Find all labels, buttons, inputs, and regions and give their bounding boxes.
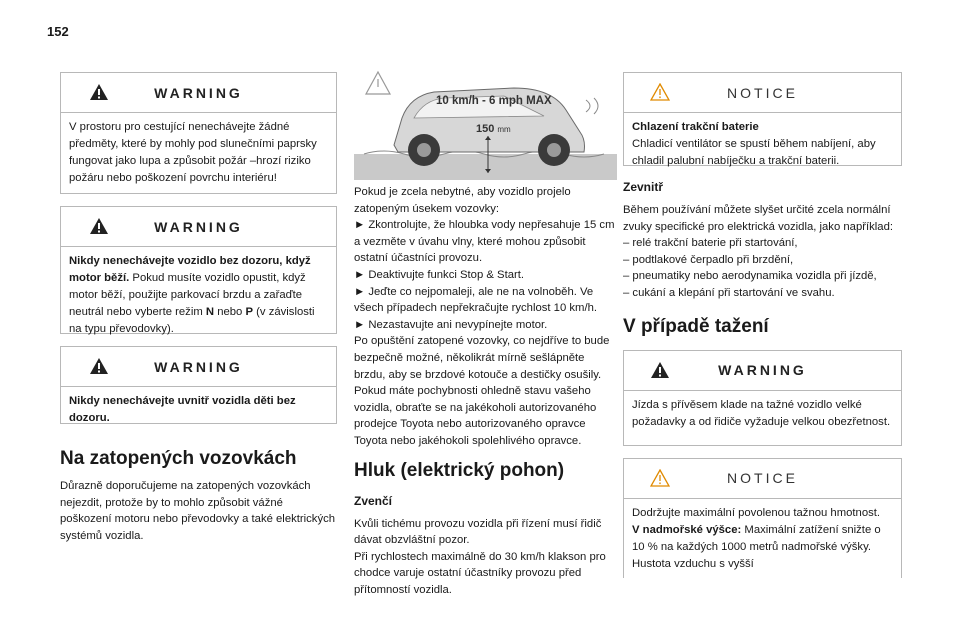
instruction-line: Pokud je zcela nebytné, aby vozidlo projelo zatopeným úsekem vozovky:: [354, 186, 571, 215]
list-item: – pneumatiky nebo aerodynamika vozidla při jízdě,: [623, 270, 877, 283]
instruction-line: ► Deaktivujte funkci Stop & Start.: [354, 268, 525, 281]
instruction-line: ► Zkontrolujte, že hloubka vody nepřesahuje 15 cm a vezměte v úvahu vlny, které mohou způsobit ostatní účastníci provozu.: [354, 219, 615, 265]
notice-text: Chladicí ventilátor se spustí během nabíjení, aby chladil palubní nabíječku a trakční baterii.: [632, 138, 876, 167]
speed-label: 10 km/h - 6 mph MAX: [436, 95, 552, 107]
body-text: Při rychlostech maximálně do 30 km/h klakson pro chodce varuje ostatní účastníky provozu před přítomností vozidla.: [354, 550, 606, 596]
warning-icon: [89, 357, 109, 375]
flooded-road-instructions: [354, 184, 617, 450]
warning-icon: [89, 83, 109, 101]
notice-box-2: [623, 458, 902, 578]
notice-title: NOTICE: [727, 84, 798, 101]
body-text: Kvůli tichému provozu vozidla při řízení musí řidič dávat obzvláštní pozor.: [354, 517, 602, 547]
list-item: – cukání a klepání při startování ve svahu.: [623, 286, 835, 299]
warning-text: Jízda s přívěsem klade na tažné vozidlo velké požadavky a od řidiče vyžaduje velkou obezřetnost.: [632, 398, 891, 428]
notice-bold: Chlazení trakční baterie: [632, 121, 759, 133]
section-heading: Na zatopených vozovkách: [60, 448, 297, 469]
notice-text: V nadmořské výšce: Maximální zatížení snižte o 10 % na každých 1000 metrů nadmořské výšky. Hustota vzduchu s vyšší: [632, 523, 881, 570]
warning-title: WARNING: [154, 358, 243, 375]
warning-box-4: [623, 350, 902, 446]
subheading: Zvenčí: [354, 493, 393, 508]
notice-header: [624, 459, 901, 499]
warning-icon: [650, 361, 670, 379]
instruction-line: Pokud máte pochybnosti ohledně stavu vašeho vozidla, obraťte se na jakékoholi autorizovaného prodejce Toyota nebo autorizovaného opravce Toyota nebo jakéhokoli spolehlivého opravce.: [354, 385, 597, 447]
subheading: Zevnitř: [623, 180, 664, 194]
depth-value: 150: [476, 123, 495, 135]
list-item: – podtlakové čerpadlo při brzdění,: [623, 253, 794, 266]
water-surface: [354, 154, 617, 180]
warning-icon: [89, 217, 109, 235]
warning-box-1: [60, 72, 337, 194]
column-1: [60, 72, 337, 544]
svg-text:150mm: [476, 123, 511, 135]
warning-box-3: [60, 346, 337, 424]
warning-box-2: [60, 206, 337, 334]
flooded-road-illustration: [354, 70, 617, 180]
warning-text: V prostoru pro cestující nenechávejte žádné předměty, které by mohly pod slunečními paprsky fungovat jako lupa a způsobit požár –hrozí riziko požáru nebo poškození povrchu interiéru!: [69, 121, 317, 184]
warning-text: Nikdy nenechávejte uvnitř vozidla děti bez dozoru.: [69, 395, 296, 424]
depth-unit: mm: [497, 125, 511, 134]
notice-box-1: [623, 72, 902, 166]
warning-header: [61, 73, 336, 113]
instruction-line: ► Jeďte co nejpomaleji, ale ne na volnoběh. Ve všech případech nepřekračujte rychlost 10 km/h.: [354, 285, 598, 315]
warning-header: [61, 207, 336, 247]
warning-header: [61, 347, 336, 387]
section-heading: Hluk (elektrický pohon): [354, 459, 565, 481]
instruction-line: ► Nezastavujte ani nevypínejte motor.: [354, 318, 548, 331]
notice-header: [624, 73, 901, 113]
warning-text: Nikdy nenechávejte vozidlo bez dozoru, když motor běží. Pokud musíte vozidlo opustit, když motor běží, použijte parkovací brzdu a zařaďte neutrál nebo vyberte režim N nebo P (v závislosti na typu převodovky).: [69, 255, 315, 335]
body-text: Během používání můžete slyšet určité zcela normální zvuky specifické pro elektrická vozidla, jako například:: [623, 204, 893, 233]
notice-title: NOTICE: [727, 470, 798, 487]
warning-header: [624, 351, 901, 391]
page-number: 152: [47, 24, 69, 39]
notice-icon: [650, 83, 670, 101]
body-text: Důrazně doporučujeme na zatopených vozovkách nejezdit, protože by to mohlo způsobit vážné poškození motoru nebo převodovky a také elektrických systémů vozidla.: [60, 480, 336, 542]
list-item: – relé trakční baterie při startování,: [623, 237, 798, 250]
warning-title: WARNING: [154, 218, 243, 235]
column-2: [354, 184, 617, 598]
section-heading: V případě tažení: [623, 315, 769, 337]
notice-icon: [650, 469, 670, 487]
instruction-line: Po opuštění zatopené vozovky, co nejdříve to bude bezpečně možné, několikrát mírně sešlápněte brzdu, aby se brzdové kotouče a destičky osušily.: [354, 335, 610, 381]
column-3: [623, 72, 902, 578]
warning-title: WARNING: [154, 84, 243, 101]
warning-title: WARNING: [718, 362, 807, 379]
notice-text: Dodržujte maximální povolenou tažnou hmotnost.: [632, 506, 881, 519]
